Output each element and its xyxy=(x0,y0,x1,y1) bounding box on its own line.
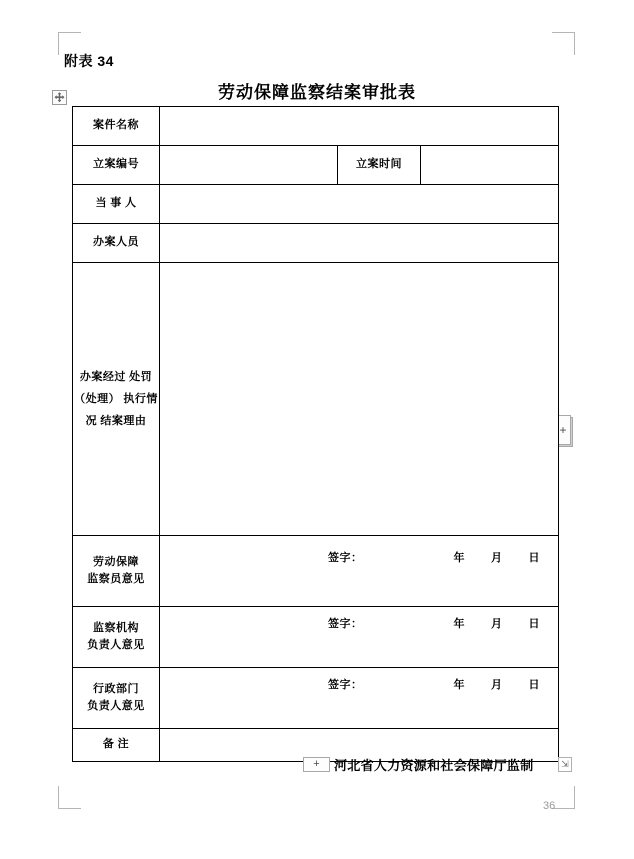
label-agency-head-opinion-line1: 监察机构 xyxy=(93,621,139,634)
table-row-inspector-opinion xyxy=(73,536,559,607)
signature-label-department-head: 签字： xyxy=(328,679,363,691)
label-narrative xyxy=(73,263,160,536)
value-party[interactable] xyxy=(160,185,559,224)
signature-day-inspector: 日 xyxy=(528,552,541,564)
table-row-case-name xyxy=(73,107,559,146)
value-handler[interactable] xyxy=(160,224,559,263)
date-group-department-head xyxy=(454,676,541,692)
margin-corner-top-right xyxy=(552,32,575,55)
signature-year-agency-head: 年 xyxy=(453,618,466,630)
footer-note: 河北省人力资源和社会保障厅监制 xyxy=(334,758,534,773)
label-handler: 办案人员 xyxy=(73,224,160,263)
label-case-name: 案件名称 xyxy=(73,107,160,146)
table-row-case-number xyxy=(73,146,559,185)
value-narrative[interactable] xyxy=(160,263,559,536)
label-party: 当 事 人 xyxy=(73,185,160,224)
label-department-head-opinion-line2: 负责人意见 xyxy=(87,700,145,712)
date-group-inspector xyxy=(454,549,541,565)
table-row-narrative xyxy=(73,263,559,536)
signature-day-department-head: 日 xyxy=(528,679,541,691)
value-case-name[interactable] xyxy=(160,107,559,146)
label-department-head-opinion-line1: 行政部门 xyxy=(93,682,139,695)
label-inspector-opinion-line2: 监察员意见 xyxy=(87,573,145,585)
table-move-handle-icon[interactable] xyxy=(52,90,67,105)
value-department-head-opinion[interactable] xyxy=(160,668,559,729)
label-department-head-opinion xyxy=(73,668,160,729)
signature-line-agency-head xyxy=(160,615,552,631)
page-number: 36 xyxy=(543,800,556,812)
table-row-department-head-opinion xyxy=(73,668,559,729)
table-row-agency-head-opinion xyxy=(73,607,559,668)
attachment-label: 附表 34 xyxy=(64,53,114,69)
table-row-party xyxy=(73,185,559,224)
label-inspector-opinion-line1: 劳动保障 xyxy=(93,555,139,568)
page-title: 劳动保障监察结案审批表 xyxy=(218,83,416,102)
label-remarks: 备 注 xyxy=(73,729,160,762)
signature-month-inspector: 月 xyxy=(491,552,503,564)
label-agency-head-opinion-line2: 负责人意见 xyxy=(87,639,145,651)
margin-corner-bottom-right xyxy=(552,786,575,809)
label-case-time: 立案时间 xyxy=(338,146,421,185)
label-narrative-line4: 结案理由 xyxy=(100,415,147,427)
signature-month-agency-head: 月 xyxy=(491,618,503,630)
signature-line-department-head xyxy=(160,676,552,692)
insert-column-button[interactable]: + xyxy=(555,415,571,445)
label-agency-head-opinion xyxy=(73,607,160,668)
signature-year-department-head: 年 xyxy=(453,679,466,691)
margin-corner-bottom-left xyxy=(58,786,81,809)
value-case-time[interactable] xyxy=(421,146,559,185)
signature-day-agency-head: 日 xyxy=(528,618,541,630)
value-case-number[interactable] xyxy=(160,146,338,185)
table-row-handler xyxy=(73,224,559,263)
date-group-agency-head xyxy=(454,615,541,631)
approval-form-table xyxy=(72,106,559,762)
value-inspector-opinion[interactable] xyxy=(160,536,559,607)
footer-insert-button[interactable]: + xyxy=(303,757,330,772)
label-case-number: 立案编号 xyxy=(73,146,160,185)
label-narrative-line1: 办案经过 xyxy=(79,371,126,383)
footer-resize-handle[interactable]: ⇲ xyxy=(558,757,572,772)
signature-label-agency-head: 签字： xyxy=(328,618,363,630)
value-agency-head-opinion[interactable] xyxy=(160,607,559,668)
signature-month-department-head: 月 xyxy=(491,679,503,691)
signature-year-inspector: 年 xyxy=(453,552,466,564)
signature-line-inspector xyxy=(160,549,552,565)
label-narrative-line2: 处罚（处理） xyxy=(74,371,153,405)
signature-label-inspector: 签字： xyxy=(328,552,363,564)
label-inspector-opinion xyxy=(73,536,160,607)
label-narrative-line3: 执行情况 xyxy=(85,393,158,427)
